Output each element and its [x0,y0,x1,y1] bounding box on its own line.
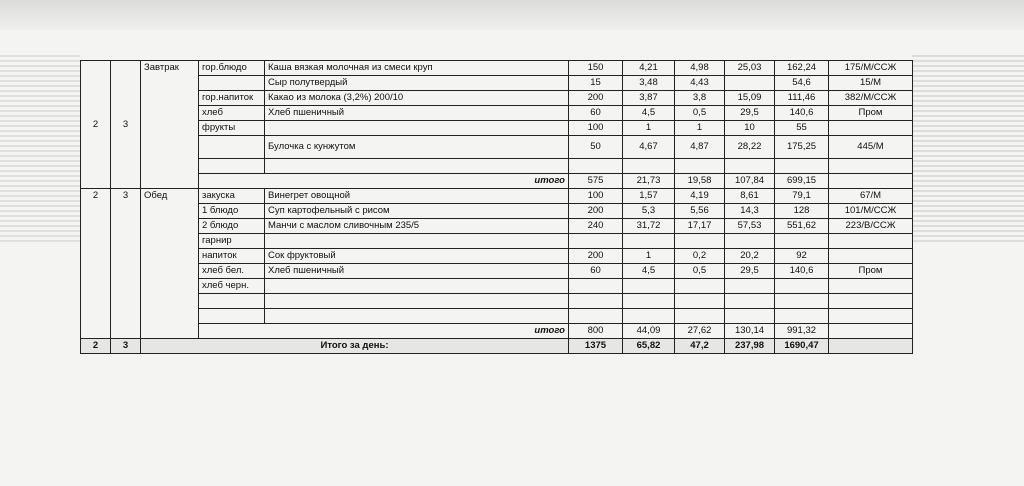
weight-cell: 60 [569,106,623,121]
recipe-cell [829,121,913,136]
protein-cell: 1 [623,249,675,264]
recipe-cell [829,339,913,354]
table-row [81,189,913,204]
fat-cell: 0,5 [675,264,725,279]
week-cell: 2 [81,61,111,189]
carbs-cell [725,159,775,174]
table-row [81,106,913,121]
carbs-cell: 107,84 [725,174,775,189]
protein-cell [623,309,675,324]
fat-cell [675,294,725,309]
protein-cell: 1,57 [623,189,675,204]
fat-cell: 47,2 [675,339,725,354]
recipe-cell: 67/М [829,189,913,204]
fat-cell: 4,43 [675,76,725,91]
dish-cell [265,121,569,136]
day-cell: 3 [111,61,141,189]
table-row [81,234,913,249]
fat-cell: 1 [675,121,725,136]
fat-cell: 4,98 [675,61,725,76]
recipe-cell [829,174,913,189]
kcal-cell: 92 [775,249,829,264]
carbs-cell: 28,22 [725,136,775,159]
category-cell [199,294,265,309]
kcal-cell [775,309,829,324]
dish-cell: Суп картофельный с рисом [265,204,569,219]
recipe-cell: 223/В/ССЖ [829,219,913,234]
weight-cell: 200 [569,204,623,219]
protein-cell: 4,5 [623,106,675,121]
category-cell: гор.блюдо [199,61,265,76]
category-cell [199,76,265,91]
meal-cell: Завтрак [141,61,199,189]
protein-cell: 31,72 [623,219,675,234]
table-row [81,264,913,279]
carbs-cell: 10 [725,121,775,136]
category-cell: 1 блюдо [199,204,265,219]
category-cell [199,309,265,324]
recipe-cell [829,324,913,339]
kcal-cell: 699,15 [775,174,829,189]
meal-cell: Обед [141,189,199,339]
recipe-cell [829,234,913,249]
carbs-cell: 14,3 [725,204,775,219]
dish-cell: Винегрет овощной [265,189,569,204]
carbs-cell [725,76,775,91]
protein-cell [623,159,675,174]
weight-cell: 15 [569,76,623,91]
fat-cell: 19,58 [675,174,725,189]
recipe-cell [829,294,913,309]
scan-noise-right [912,55,1024,245]
subtotal-row [81,174,913,189]
table-row [81,249,913,264]
fat-cell: 17,17 [675,219,725,234]
kcal-cell: 54,6 [775,76,829,91]
weight-cell: 60 [569,264,623,279]
kcal-cell [775,159,829,174]
category-cell: закуска [199,189,265,204]
kcal-cell: 140,6 [775,264,829,279]
protein-cell: 4,21 [623,61,675,76]
kcal-cell [775,234,829,249]
carbs-cell: 237,98 [725,339,775,354]
fat-cell [675,279,725,294]
carbs-cell [725,279,775,294]
scan-noise-left [0,55,80,245]
week-cell: 2 [81,339,111,354]
recipe-cell [829,279,913,294]
category-cell: фрукты [199,121,265,136]
table-row [81,159,913,174]
protein-cell: 65,82 [623,339,675,354]
weight-cell: 575 [569,174,623,189]
weight-cell: 100 [569,121,623,136]
weight-cell [569,279,623,294]
category-cell: хлеб бел. [199,264,265,279]
protein-cell: 21,73 [623,174,675,189]
category-cell: гарнир [199,234,265,249]
fat-cell: 4,87 [675,136,725,159]
table-row [81,76,913,91]
kcal-cell: 991,32 [775,324,829,339]
fat-cell: 27,62 [675,324,725,339]
protein-cell: 3,87 [623,91,675,106]
kcal-cell: 1690,47 [775,339,829,354]
weight-cell: 800 [569,324,623,339]
category-cell: хлеб черн. [199,279,265,294]
dish-cell [265,234,569,249]
subtotal-label: итого [199,324,569,339]
table-row [81,309,913,324]
recipe-cell [829,309,913,324]
protein-cell: 4,5 [623,264,675,279]
fat-cell: 0,5 [675,106,725,121]
table-row [81,121,913,136]
weight-cell [569,309,623,324]
protein-cell: 3,48 [623,76,675,91]
kcal-cell [775,294,829,309]
carbs-cell: 57,53 [725,219,775,234]
category-cell: гор.напиток [199,91,265,106]
dish-cell: Манчи с маслом сливочным 235/5 [265,219,569,234]
recipe-cell: 101/М/ССЖ [829,204,913,219]
carbs-cell [725,234,775,249]
menu-table [80,60,913,354]
recipe-cell: Пром [829,106,913,121]
carbs-cell: 25,03 [725,61,775,76]
table-row [81,204,913,219]
kcal-cell: 175,25 [775,136,829,159]
table-row [81,136,913,159]
recipe-cell: 175/М/ССЖ [829,61,913,76]
dish-cell: Сыр полутвердый [265,76,569,91]
recipe-cell: 15/М [829,76,913,91]
kcal-cell [775,279,829,294]
carbs-cell: 29,5 [725,264,775,279]
dish-cell: Какао из молока (3,2%) 200/10 [265,91,569,106]
protein-cell: 4,67 [623,136,675,159]
kcal-cell: 128 [775,204,829,219]
kcal-cell: 140,6 [775,106,829,121]
carbs-cell: 15,09 [725,91,775,106]
protein-cell [623,279,675,294]
weight-cell: 150 [569,61,623,76]
recipe-cell: 382/М/ССЖ [829,91,913,106]
carbs-cell [725,294,775,309]
weight-cell: 240 [569,219,623,234]
recipe-cell: Пром [829,264,913,279]
kcal-cell: 162,24 [775,61,829,76]
fat-cell: 0,2 [675,249,725,264]
weight-cell [569,159,623,174]
kcal-cell: 79,1 [775,189,829,204]
weight-cell: 100 [569,189,623,204]
category-cell [199,159,265,174]
fat-cell [675,159,725,174]
dish-cell: Каша вязкая молочная из смеси круп [265,61,569,76]
kcal-cell: 111,46 [775,91,829,106]
category-cell: хлеб [199,106,265,121]
category-cell [199,136,265,159]
dish-cell: Хлеб пшеничный [265,106,569,121]
dish-cell: Булочка с кунжутом [265,136,569,159]
carbs-cell: 8,61 [725,189,775,204]
fat-cell [675,309,725,324]
day-cell: 3 [111,189,141,339]
dish-cell: Хлеб пшеничный [265,264,569,279]
table-row [81,279,913,294]
dish-cell [265,309,569,324]
kcal-cell: 551,62 [775,219,829,234]
dish-cell [265,159,569,174]
subtotal-label: итого [199,174,569,189]
protein-cell: 44,09 [623,324,675,339]
fat-cell: 4,19 [675,189,725,204]
weight-cell: 50 [569,136,623,159]
day-cell: 3 [111,339,141,354]
carbs-cell: 130,14 [725,324,775,339]
weight-cell [569,294,623,309]
table-row [81,219,913,234]
fat-cell: 5,56 [675,204,725,219]
carbs-cell: 29,5 [725,106,775,121]
weight-cell: 200 [569,249,623,264]
day-total-row [81,339,913,354]
kcal-cell: 55 [775,121,829,136]
carbs-cell [725,309,775,324]
table-row [81,91,913,106]
weight-cell: 200 [569,91,623,106]
table-row [81,61,913,76]
fat-cell [675,234,725,249]
table-row [81,294,913,309]
recipe-cell: 445/М [829,136,913,159]
recipe-cell [829,159,913,174]
dish-cell [265,294,569,309]
dish-cell: Сок фруктовый [265,249,569,264]
week-cell: 2 [81,189,111,339]
recipe-cell [829,249,913,264]
weight-cell [569,234,623,249]
fat-cell: 3,8 [675,91,725,106]
weight-cell: 1375 [569,339,623,354]
dish-cell [265,279,569,294]
scan-shadow-top [0,0,1024,30]
category-cell: напиток [199,249,265,264]
protein-cell: 1 [623,121,675,136]
day-total-label: Итого за день: [141,339,569,354]
subtotal-row [81,324,913,339]
protein-cell [623,294,675,309]
carbs-cell: 20,2 [725,249,775,264]
protein-cell: 5,3 [623,204,675,219]
category-cell: 2 блюдо [199,219,265,234]
protein-cell [623,234,675,249]
